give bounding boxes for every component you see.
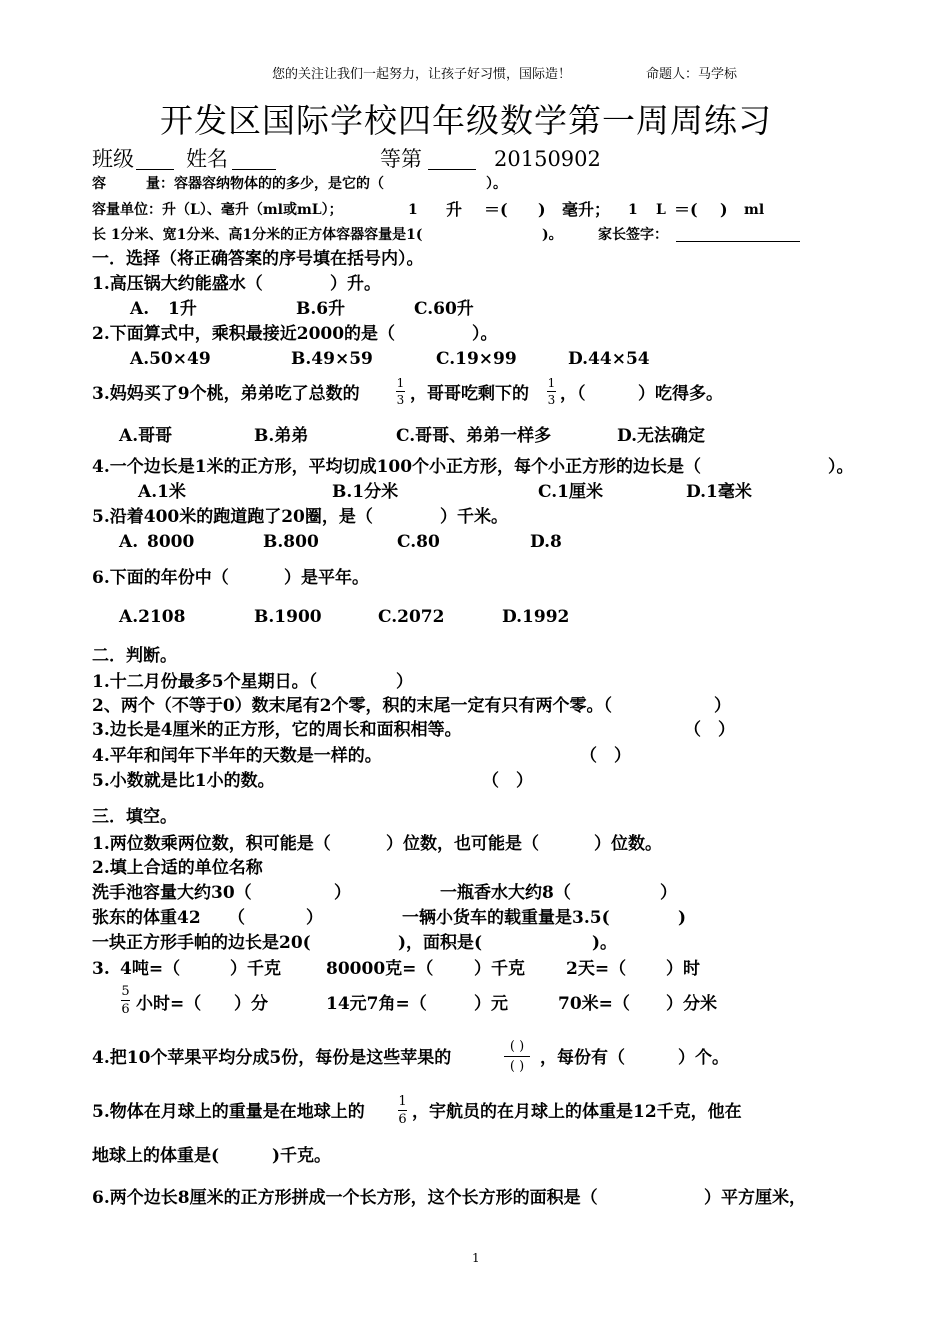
q3-text-c: ，（ [560,384,586,404]
fill-q1-c: ）位数。 [594,834,662,854]
q6-opt-b[interactable]: B.1900 [254,607,322,627]
unit-f: 毫升； [562,200,611,219]
fill-q3-c1: 2天=（ [566,959,627,979]
fraction-numerator: 5 [121,984,130,999]
header-author: 命题人：马学标 [646,67,738,82]
judge-item-1: 1.十二月份最多5个星期日。（ [92,672,318,692]
fill-q2-l2b: （ [228,908,245,928]
q1-opt-c[interactable]: C.60升 [414,299,474,319]
q1-opt-b[interactable]: B.6升 [296,299,346,319]
unit-e: ) [538,200,546,219]
fraction-bar [396,391,405,392]
q2-text-end: ）。 [472,324,498,344]
q4-opt-d[interactable]: D.1毫米 [686,482,752,502]
judge-item-4-open[interactable]: （ [580,746,597,766]
judge-item-5: 5.小数就是比1小的数。 [92,771,275,791]
q2-opt-c[interactable]: C.19×99 [436,349,517,369]
judge-item-3: 3.边长是4厘米的正方形，它的周长和面积相等。 [92,720,462,740]
q4-text: 4.一个边长是1米的正方形，平均切成100个小正方形，每个小正方形的边长是（ [92,457,702,477]
fill-q3-f1: 70米=（ [558,994,630,1014]
page-title: 开发区国际学校四年级数学第一周周练习 [160,101,772,140]
fill-q3-a1: 4吨=（ [120,959,181,979]
fill-q6-b: ）平方厘米， [704,1188,806,1208]
name-blank[interactable] [232,152,276,170]
q3-opt-a[interactable]: A.哥哥 [119,426,173,446]
fill-q3-d1: 小时=（ [136,994,202,1014]
fill-q3-b1: 80000克=（ [326,959,434,979]
fill-q3-e2: ）元 [474,994,508,1014]
q2-opt-d[interactable]: D.44×54 [568,349,650,369]
cube-a: 长 1分米、宽1分米、高1分米的正方体容器容量是1( [92,227,423,243]
q1-opt-a-val: 1升 [168,299,197,319]
unit-b: 1 [408,202,418,218]
q5-opt-a[interactable]: A. [119,532,139,552]
fraction-denominator[interactable]: ( ) [509,1059,525,1074]
capacity-a: 容 [92,176,106,192]
q3-opt-d[interactable]: D.无法确定 [617,426,706,446]
q5-text: 5.沿着400米的跑道跑了20圈，是（ [92,507,373,527]
fraction-numerator: 1 [398,1094,407,1109]
q6-opt-a[interactable]: A.2108 [119,607,186,627]
judge-item-5-open[interactable]: （ [482,771,499,791]
q2-text: 2.下面算式中，乘积最接近2000的是（ [92,324,396,344]
judge-item-2: 2、两个（不等于0）数末尾有2个零，积的末尾一定有只有两个零。（ [92,696,612,716]
fill-q5-a: 5.物体在月球上的重量是在地球上的 [92,1102,365,1122]
unit-d: ＝( [484,200,508,219]
grade-label: 等第 [380,147,422,171]
fill-q5-fraction [398,1095,407,1126]
fill-q3-c2: ）时 [666,959,700,979]
q3-text-a: 3.妈妈买了9个桃，弟弟吃了总数的 [92,384,360,404]
fraction-denominator: 3 [396,393,405,407]
fill-q4-b: ，每份有（ [540,1048,625,1068]
q3-text-d: ）吃得多。 [638,384,723,404]
judge-item-2-close[interactable]: ） [714,696,731,716]
fill-q3-f2: ）分米 [666,994,717,1014]
name-label: 姓名 [186,147,228,171]
fill-q2-l2e: ) [678,908,687,928]
fraction-numerator: 1 [547,376,556,390]
q1-text: 1.高压锅大约能盛水（ [92,274,263,294]
fill-q2-l2c: ） [306,908,323,928]
section1-heading: 一．选择（将正确答案的序号填在括号内）。 [92,249,424,269]
fill-q3-label: 3. [92,959,110,979]
unit-i: ＝( [674,200,698,219]
q6-text: 6.下面的年份中（ [92,568,229,588]
fill-q3-d2: ）分 [234,994,268,1014]
fill-q4-a: 4.把10个苹果平均分成5份，每份是这些苹果的 [92,1048,452,1068]
q1-text-end: ）升。 [330,274,381,294]
q2-opt-a[interactable]: A.50×49 [130,349,211,369]
fill-q5-b: ，宇航员的在月球上的体重是12千克，他在 [412,1102,742,1122]
fill-q3-b2: ）千克 [474,959,525,979]
grade-blank[interactable] [428,152,476,170]
fill-q2-l1d: ） [660,883,677,903]
class-blank[interactable] [136,152,174,170]
q3-fraction-2 [547,377,556,406]
fill-q4-fraction [504,1040,530,1073]
fill-q1-b: ）位数，也可能是（ [386,834,539,854]
judge-item-3-open[interactable]: （ [684,720,701,740]
judge-item-1-close[interactable]: ） [396,672,413,692]
fraction-bar [121,1000,130,1001]
fill-q4-c: ）个。 [678,1048,729,1068]
q4-opt-c[interactable]: C.1厘米 [538,482,603,502]
fraction-numerator[interactable]: ( ) [509,1039,525,1054]
fraction-bar [547,391,556,392]
fraction-denominator: 6 [121,1002,130,1017]
unit-g: 1 [628,202,638,218]
q6-opt-c[interactable]: C.2072 [378,607,445,627]
q5-opt-c[interactable]: C.80 [397,532,440,552]
fill-q2-l1a: 洗手池容量大约30（ [92,883,252,903]
unit-j: ) [720,200,728,219]
unit-k: ml [744,202,765,218]
judge-item-4: 4.平年和闰年下半年的天数是一样的。 [92,746,382,766]
fill-q3-e1: 14元7角=（ [326,994,427,1014]
fill-q5-c: 地球上的体重是( [92,1146,220,1166]
q6-text-end: ）是平年。 [284,568,369,588]
fill-q3-fraction [121,985,130,1016]
fraction-denominator: 6 [398,1112,407,1127]
fill-q6-a: 6.两个边长8厘米的正方形拼成一个长方形，这个长方形的面积是（ [92,1188,598,1208]
fill-q1-a: 1.两位数乘两位数，积可能是（ [92,834,331,854]
fill-q2: 2.填上合适的单位名称 [92,858,263,878]
unit-a: 容量单位：升（L）、毫升（ml或mL）； [92,202,343,218]
fraction-bar [504,1056,530,1057]
section2-heading: 二．判断。 [92,646,177,666]
q2-opt-b[interactable]: B.49×59 [291,349,373,369]
q4-opt-b[interactable]: B.1分米 [332,482,399,502]
judge-item-4-close[interactable]: ） [614,746,631,766]
q3-opt-b[interactable]: B.弟弟 [254,426,309,446]
q5-opt-a-val: 8000 [147,532,195,552]
q5-opt-b[interactable]: B.800 [263,532,319,552]
judge-item-5-close[interactable]: ） [516,771,533,791]
q5-opt-d[interactable]: D.8 [530,532,562,552]
fraction-denominator: 3 [547,393,556,407]
fill-q2-l2a: 张东的体重42 [92,908,201,928]
fill-q2-l3c: )。 [592,933,618,953]
fill-q3-a2: ）千克 [230,959,281,979]
fill-q2-l3a: 一块正方形手帕的边长是20( [92,933,311,953]
q5-text-end: ）千米。 [440,507,508,527]
judge-item-3-close[interactable]: ） [718,720,735,740]
class-label: 班级 [92,147,134,171]
q3-fraction-1 [396,377,405,406]
q1-opt-a[interactable]: A. [130,299,150,319]
fill-q2-l2d: 一辆小货车的载重量是3.5( [402,908,610,928]
header-slogan: 您的关注让我们一起努力，让孩子好习惯，国际造！ [272,67,572,82]
parent-sign-label: 家长签字： [598,227,668,243]
page-number: 1 [472,1251,480,1265]
parent-sign-blank[interactable] [676,226,800,242]
q6-opt-d[interactable]: D.1992 [502,607,570,627]
q3-text-b: ，哥哥吃剩下的 [410,384,529,404]
fill-q2-l1c: 一瓶香水大约8（ [440,883,571,903]
date-text: 20150902 [494,147,601,171]
fill-q5-d: )千克。 [272,1146,332,1166]
fill-q2-l3b: )，面积是( [398,933,483,953]
capacity-c: ）。 [486,176,507,192]
fill-q2-l1b: ） [334,883,351,903]
q4-text-end: ）。 [828,457,854,477]
q4-opt-a[interactable]: A.1米 [138,482,186,502]
section3-heading: 三．填空。 [92,807,177,827]
capacity-b: 量：容器容纳物体的的多少，是它的（ [146,176,384,192]
fraction-bar [398,1110,407,1111]
unit-c: 升 [446,200,463,219]
fraction-numerator: 1 [396,376,405,390]
q3-opt-c[interactable]: C.哥哥、弟弟一样多 [396,426,552,446]
cube-b: )。 [542,227,563,243]
unit-h: L [656,202,666,218]
